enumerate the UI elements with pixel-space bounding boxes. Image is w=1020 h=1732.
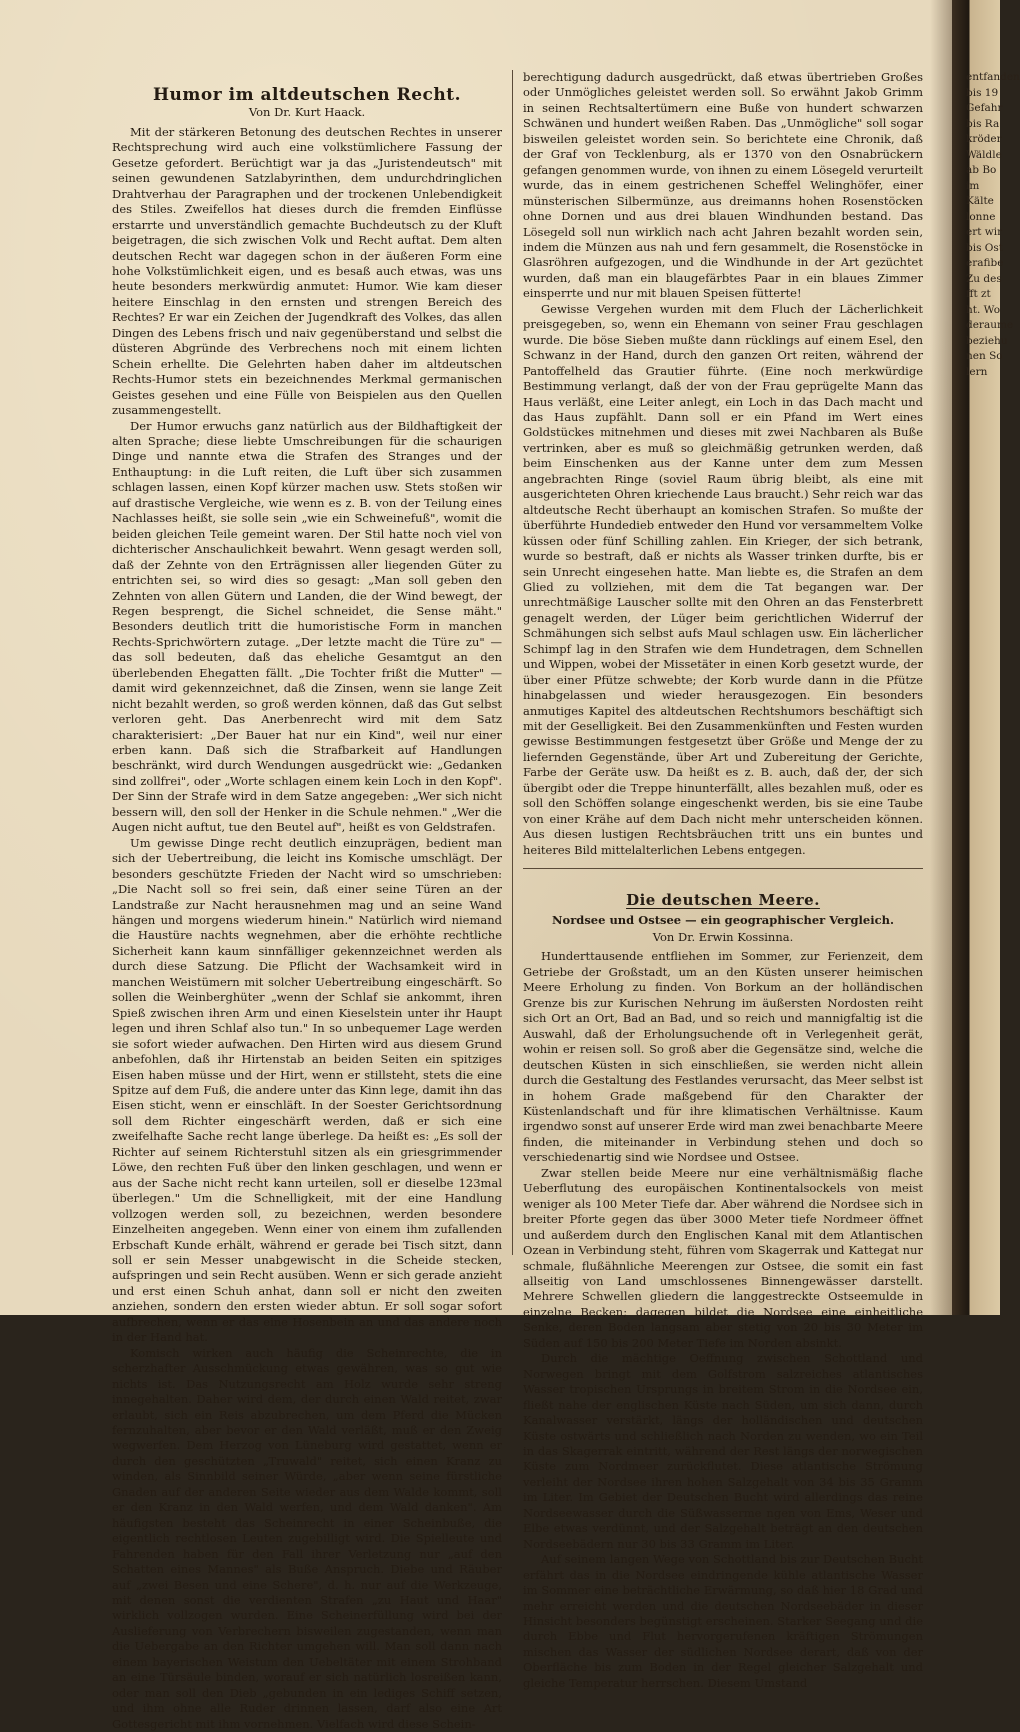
next-page-fragment-line: entfanden [966,71,1020,83]
right-column [523,70,923,1691]
article1-title: Humor im altdeutschen Recht. [152,85,462,105]
article2-title: Die deutschen Meere. [626,891,820,910]
article2-author: Von Dr. Erwin Kossinna. [652,930,794,945]
next-page-fragment-line: ab Bo [966,164,997,176]
next-page-fragment-line: bis Ra [966,117,1000,130]
article2-paragraph: Hunderttausende entfliehen im Sommer, zur Ferienzeit, dem Getriebe der Großstadt, um an den Küsten unserer heimischen Meere Erholung zu finden. Von Borkum an der holländischen Grenze bis zur Kurischen Nehrung im äußersten Nordosten reiht sich Ort an Ort, Bad an Bad, und so reich und mannigfaltig ist die Auswahl, daß der Erholungsuchende oft in Verlegenheit gerät, wohin er reisen soll. So groß aber die Gegensätze sind, welche die deutschen Küsten in sich einschließen, sie werden nicht allein durch die Gestaltung des Festlandes verursacht, das Meer selbst ist in hohem Grade maßgebend für den Charakter der Küstenlandschaft und für ihre klimatischen Verhältnisse. Kaum irgendwo sonst auf unserer Erde wird man zwei benachbarte Meere finden, die miteinander in Verbindung stehen und doch so verschiedenartig sind wie Nordsee und Ostsee. [523,949,923,1165]
article1-paragraph: Der Humor erwuchs ganz natürlich aus der Bildhaftigkeit der alten Sprache; diese liebte Umschreibungen für die schaurigen Dinge und nannte etwa die Strafen des Stranges und der Enthauptung: in die Luft reiten, die Luft über sich zusammen schlagen lassen, einen Kopf kürzer machen usw. Stets stoßen wir auf drastische Vergleiche, wie wenn es z. B. von der Teilung eines Nachlasses heißt, sie solle sein „wie ein Schweinefuß", womit die beiden gleichen Teile gemeint waren. Der Stil hatte noch viel von dichterischer Anschaulichkeit bewahrt. Wenn gesagt werden soll, daß der Zehnte von den Erträgnissen aller liegenden Güter zu entrichten sei, so wird dies so gesagt: „Man soll geben den Zehnten von allen Gütern und Landen, die der Wind bewegt, der Regen besprengt, die Sichel schneidet, die Sense mäht." Besonders deutlich tritt die humoristische Form in manchen Rechts-Sprichwörtern zutage. „Der letzte macht die Türe zu" — das soll bedeuten, daß das eheliche Gesamtgut an den überlebenden Ehegatten fällt. „Die Tochter frißt die Mutter" — damit wird gekennzeichnet, daß die Zinsen, wenn sie lange Zeit nicht bezahlt werden, so groß werden können, daß das Gut selbst verloren geht. Das Anerbenrecht wird mit dem Satz charakterisiert: „Der Bauer hat nur ein Kind", weil nur einer erben kann. Daß sich die Strafbarkeit auf Handlungen beschränkt, wird durch Wendungen ausgedrückt wie: „Gedanken sind zollfrei", oder „Worte schlagen einem kein Loch in den Kopf". Der Sinn der Strafe wird in dem Satze angegeben: „Wer sich nicht bessern will, den soll der Henker in die Schule nehmen." „Wer die Augen nicht auftut, tue den Beutel auf", heißt es von Geldstrafen. [112,418,502,835]
article1-author: Von Dr. Kurt Haack. [248,105,366,120]
section-divider [523,868,923,869]
article2-paragraph: Durch die mächtige Oeffnung zwischen Schottland und Norwegen bringt mit dem Golfstrom salzreiches atlantisches Wasser tropischen Ursprungs in breitem Strom in die Nordsee ein, fließt nahe der englischen Küste nach Süden, um sich dann, durch Kanalwasser verstärkt, längs der holländischen und deutschen Küste ostwärts und schließlich nach Norden zu wenden, wo ein Teil in das Skagerrak eintritt, während der Rest längs der norwegischen Küste zum Nordmeer zurückflutet. Diese atlantische Strömung verleiht der Nordsee ihren hohen Salzgehalt von 34 bis 35 Gramm im Liter. Im Gebiet der Deutschen Bucht wird allerdings das reine Nordseewasser durch die Süßwasserme ngen von Ems, Weser und Elbe etwas verdünnt, und der Salzgehalt beträgt an den deutschen Nordseebädern nur 30 bis 33 Gramm im Liter. [523,1351,923,1551]
next-page-fragment-line: Gefahr [966,102,1003,114]
article1-paragraph: Mit der stärkeren Betonung des deutschen Rechtes in unserer Rechtsprechung wird auch eine volkstümlichere Fassung der Gesetze gefordert. Berüchtigt war ja das „Juristendeutsch" mit seinen gewundenen Satzlabyrinthen, dem undurchdringlichen Drahtverhau der Paragraphen und der trockenen Unlebendigkeit des Stiles. Zweifellos hat dieses durch die fremden Einflüsse erstarrte und unverständlich gemachte Buchdeutsch zu der Kluft beigetragen, die sich zwischen Volk und Recht auftat. Dem alten deutschen Recht war dagegen schon in der äußeren Form eine hohe Volkstümlichkeit eigen, und es besaß auch etwas, was uns heute besonders merkwürdig anmutet: Humor. Wie kam dieser heitere Einschlag in den ernsten und strengen Bereich des Rechtes? Er war ein Zeichen der Jugendkraft des Volkes, das allen Dingen des Lebens frisch und naiv gegenüberstand und selbst die düsteren Abgründe des Verbrechens noch mit einem lichten Schein erhellte. Die Gelehrten haben daher im altdeutschen Rechts-Humor stets ein bezeichnendes Merkmal germanischen Geistes gesehen und eine Fülle von Beispielen aus den Quellen zusammengestellt. [112,124,502,418]
next-page-fragment-line: lonne [966,210,996,223]
next-page-fragment-line: Wäldle [966,148,1002,161]
next-page-fragment [966,70,1020,1230]
next-page-fragment-line: beziehu [966,334,1008,347]
article1-continuation: berechtigung dadurch ausgedrückt, daß etwas übertrieben Großes oder Unmögliches geleistet werden soll. So erwähnt Jakob Grimm in seinen Rechtsaltertümern eine Buße von hundert schwarzen Schwänen und hundert weißen Raben. Das „Unmögliche" soll sogar bisweilen geleistet worden sein. So berichtete eine Chronik, daß der Graf von Tecklenburg, als er 1370 von den Osnabrückern gefangen genommen wurde, von ihnen zu einem Lösegeld verurteilt wurde, das in einem gestrichenen Scheffel Welinghöfer, einer münsterischen Silbermünze, aus dreimanns hohen Rosenstöcken ohne Dornen und aus drei blauen Windhunden bestand. Das Lösegeld soll nun wirklich nach acht Jahren bezahlt worden sein, indem die Münzen aus nah und fern gesammelt, die Rosenstöcke in Glasröhren aufgezogen, und die Windhunde in der Art gezüchtet wurden, daß man ein blaugefärbtes Paar in ein blaues Zimmer einsperrte und nur mit blauen Speisen fütterte! [523,70,923,301]
next-page-fragment-line: ert wir [966,226,1003,238]
next-page-fragment-line: fft zt [966,288,991,300]
next-page-fragment-line: deraume [966,319,1014,331]
next-page-fragment-line: ht. Wo [966,303,1001,316]
column-divider [512,70,513,1255]
next-page-fragment-line: im [966,179,980,192]
next-page-fragment-line: lern [966,365,988,378]
left-column [112,70,502,1732]
next-page-fragment-line: erafibe [966,257,1004,269]
article1-paragraph: Um gewisse Dinge recht deutlich einzuprägen, bedient man sich der Uebertreibung, die leicht ins Komische umschlägt. Der besonders geschützte Frieden der Nacht wird so umschrieben: „Die Nacht soll so frei sein, daß einer seine Türen an der Landstraße zur Nacht herausnehmen mag und an seine Wand hängen und morgens wiederum hinein." Natürlich wird niemand die Haustüre nachts wegnehmen, aber die erhöhte rechtliche Sicherheit kann kaum sinnfälliger gekennzeichnet werden als durch diese Satzung. Die Pflicht der Wachsamkeit wird in manchen Weistümern mit solcher Uebertreibung eingeschärft. So sollen die Weinberghüter „wenn der Schlaf sie ankommt, ihren Spieß zwischen ihren Arm und einen Kieselstein unter ihr Haupt legen und ihren Schlaf also tun." In so unbequemer Lage werden sie sofort wieder aufwachen. Den Hirten wird aus diesem Grund anbefohlen, daß ihr Hirtenstab an beiden Seiten ein spitziges Eisen haben müsse und der Hirt, wenn er stillsteht, stets die eine Spitze auf dem Fuß, die andere unter das Kinn lege, damit ihn das Eisen sticht, wenn er einschläft. In der Soester Gerichtsordnung soll dem Richter eingeschärft werden, daß er sich eine zweifelhafte Sache recht lange überlege. Da heißt es: „Es soll der Richter auf seinem Richterstuhl sitzen als ein griesgrimmender Löwe, den rechten Fuß über den linken geschlagen, und wenn er aus der Sache nicht recht kann urteilen, soll er dieselbe 123mal überlegen." Um die Schnelligkeit, mit der eine Handlung vollzogen werden soll, zu bezeichnen, werden besondere Einzelheiten angegeben. Wenn einer von einem ihm zufallenden Erbschaft Kunde erhält, während er gerade bei Tisch sitzt, dann soll er sein Messer unabgewischt in die Scheide stecken, aufspringen und sein Recht ausüben. Wenn er sich gerade anzieht und erst einen Schuh anhat, dann soll er nicht den zweiten anziehen, sondern den ersten wieder abtun. Er soll sogar sofort aufbrechen, wenn er das eine Hosenbein an und das andere noch in der Hand hat. [112,835,502,1345]
page-shadow [930,0,952,1315]
article2-subtitle: Nordsee und Ostsee — ein geographischer Vergleich. [552,912,894,927]
next-page-fragment-line: bis 19 [966,86,999,99]
next-page-fragment-line: Zu des [966,272,1002,285]
next-page-fragment-line: bis Ost [966,241,1004,254]
next-page-fragment-line: nen So [966,350,1003,362]
next-page-fragment-line: Kälte [966,195,994,207]
article1-continuation: Gewisse Vergehen wurden mit dem Fluch der Lächerlichkeit preisgegeben, so, wenn ein Ehemann von seiner Frau geschlagen wurde. Die böse Sieben mußte dann rücklings auf einem Esel, den Schwanz in der Hand, durch den ganzen Ort reiten, während der Pantoffelheld das Grautier führte. (Eine noch merkwürdige Bestimmung verlangt, daß der von der Frau geprügelte Mann das Haus verläßt, eine Leiter anlegt, ein Loch in das Dach macht und das Haus zupfählt. Dann soll er ein Pfand im Wert eines Goldstückes mitnehmen und dieses mit zwei Nachbaren als Buße vertrinken, aber es muß so gleichmäßig getrunken werden, daß beim Einschenken aus der Kanne unter dem zum Messen angebrachten Ringe (soviel Raum übrig bleibt, als eine mit ausgerichteten Ohren kriechende Laus braucht.) Sehr reich war das altdeutsche Recht überhaupt an komischen Strafen. So mußte der überführte Hundedieb entweder den Hund vor versammeltem Volke küssen oder fünf Schilling zahlen. Ein Krieger, der sich betrank, wurde so bestraft, daß er nichts als Wasser trinken durfte, bis er sein Unrecht eingesehen hatte. Man liebte es, die Strafen an dem Glied zu vollziehen, mit dem die Tat begangen war. Der unrechtmäßige Lauscher sollte mit den Ohren an das Fensterbrett genagelt werden, der Lüger beim gerichtlichen Widerruf der Schmähungen sich selbst aufs Maul schlagen usw. Ein lächerlicher Schimpf lag in den Strafen wie dem Hundetragen, dem Schnellen und Wippen, wobei der Missetäter in einen Korb gesetzt wurde, der über einer Pfütze schwebte; der Korb wurde dann in die Pfütze hinabgelassen und wieder herausgezogen. Ein besonders anmutiges Kapitel des altdeutschen Rechtshumors beschäftigt sich mit der Geselligkeit. Bei den Zusammenkünften und Festen wurden gewisse Bestimmungen festgesetzt über Größe und Menge der zu liefernden Gegenstände, über Art und Zubereitung der Gerichte, Farbe der Geräte usw. Da heißt es z. B. auch, daß der, der sich übergibt oder die Treppe hinunterfällt, alles bezahlen muß, oder es soll den Schöffen solange eingeschenkt werden, bis sie eine Taube von einer Krähe auf dem Dach nicht mehr unterscheiden können. Aus diesen lustigen Rechtsbräuchen tritt uns ein buntes und heiteres Bild mittelalterlichen Lebens entgegen. [523,301,923,857]
article1-paragraph: Komisch wirken auch häufig die Scheinrechte, die in scherzhafter Ausschmückung etwas gewähren, was so gut wie nichts ist. Das Nutzungsrecht am Holz wurde sehr streng innegehalten. Daher wird dem, der durch einen Wald reitet, zwar erlaubt, sich ein Reis abzubrechen, um dem Pferd die Mücken fernzuhalten, aber bevor er den Wald verläßt, muß er den Zweig wegwerfen. Dem Herzog von Lüneburg wird gestattet, wenn er durch den geschützten „Truwald" reitet, sich einen Kranz zu winden, als Sinnbild seiner Würde, „aber wenn seine fürstliche Gnaden auf der anderen Seite wieder aus dem Walde kommt, soll er den Kranz in den Wald werfen, und dem Wald danken". Am häufigsten besteht das Scheinrecht in einer Scheinbuße, die eigentlich rechtlosen Leuten zugebilligt wird. Die Spielleute und Fahrenden haben für den Fall ihrer Verletzung nur „auf den Schatten eines Mannes" als Buße Anspruch. Diebe und Räuber auf „zwei Besen und eine Schere", d. h. nur auf die Werkzeuge, mit denen sonst die verdienten Strafen „zu Haut und Haar" wirklich vollzogen wurden. Eine Scheinerfüllung wird bei der Auslieferung von Verbrechern bisweilen zugestanden, wenn man die Uebergabe an den Richter umgehen will. Man soll dann nach einem bayerischen Weistum den Uebeltäter mit einem Strohband an eine Türsäule binden, worauf er sich natürlich losreißen kann, oder man soll den Dieb „gebunden in ein lediges Schiff setzen, und ihm ohne alle Ruder drinnen lassen, darf also eine Art Gottesgericht mit ihm vornehmen. Vielfach wird diese Schein- [112,1345,502,1731]
next-page-fragment-line: kröder [966,133,1002,145]
article2-paragraph: Auf seinem langen Wege von Schottland bis zur Deutschen Bucht erfährt das in die Nordsee eindringende kühle atlantische Wasser im Sommer eine beträchtliche Erwärmung, so daß hier 18 Grad und mehr erreicht werden und die deutschen Nordseebäder in dieser Hinsicht besonders begünstigt erscheinen. Starker Seegang und die durch Ebbe und Flut hervorgerufenen kräftigen Strömungen mischen das Wasser der südlichen Nordsee derart, daß von der Oberfläche bis zum Boden in der Regel gleicher Salzgehalt und gleiche Temperatur herrschen. Diesem Umstand [523,1552,924,1690]
article2-paragraph: Zwar stellen beide Meere nur eine verhältnismäßig flache Ueberflutung des europäischen Kontinentalsockels von meist weniger als 100 Meter Tiefe dar. Aber während die Nordsee sich in breiter Pforte gegen das über 3000 Meter tiefe Nordmeer öffnet und außerdem durch den Englischen Kanal mit dem Atlantischen Ozean in Verbindung steht, führen vom Skagerrak und Kattegat nur schmale, flußähnliche Meerengen zur Ostsee, die somit ein fast allseitig von Land umschlossenes Binnengewässer darstellt. Mehrere Schwellen gliedern die langgestreckte Ostseemulde in einzelne Becken; dagegen bildet die Nordsee eine einheitliche Senke, deren Boden langsam aber stetig von 20 bis 30 Meter im Süden auf 150 bis 200 Meter Tiefe im Norden absinkt. [523,1165,923,1350]
